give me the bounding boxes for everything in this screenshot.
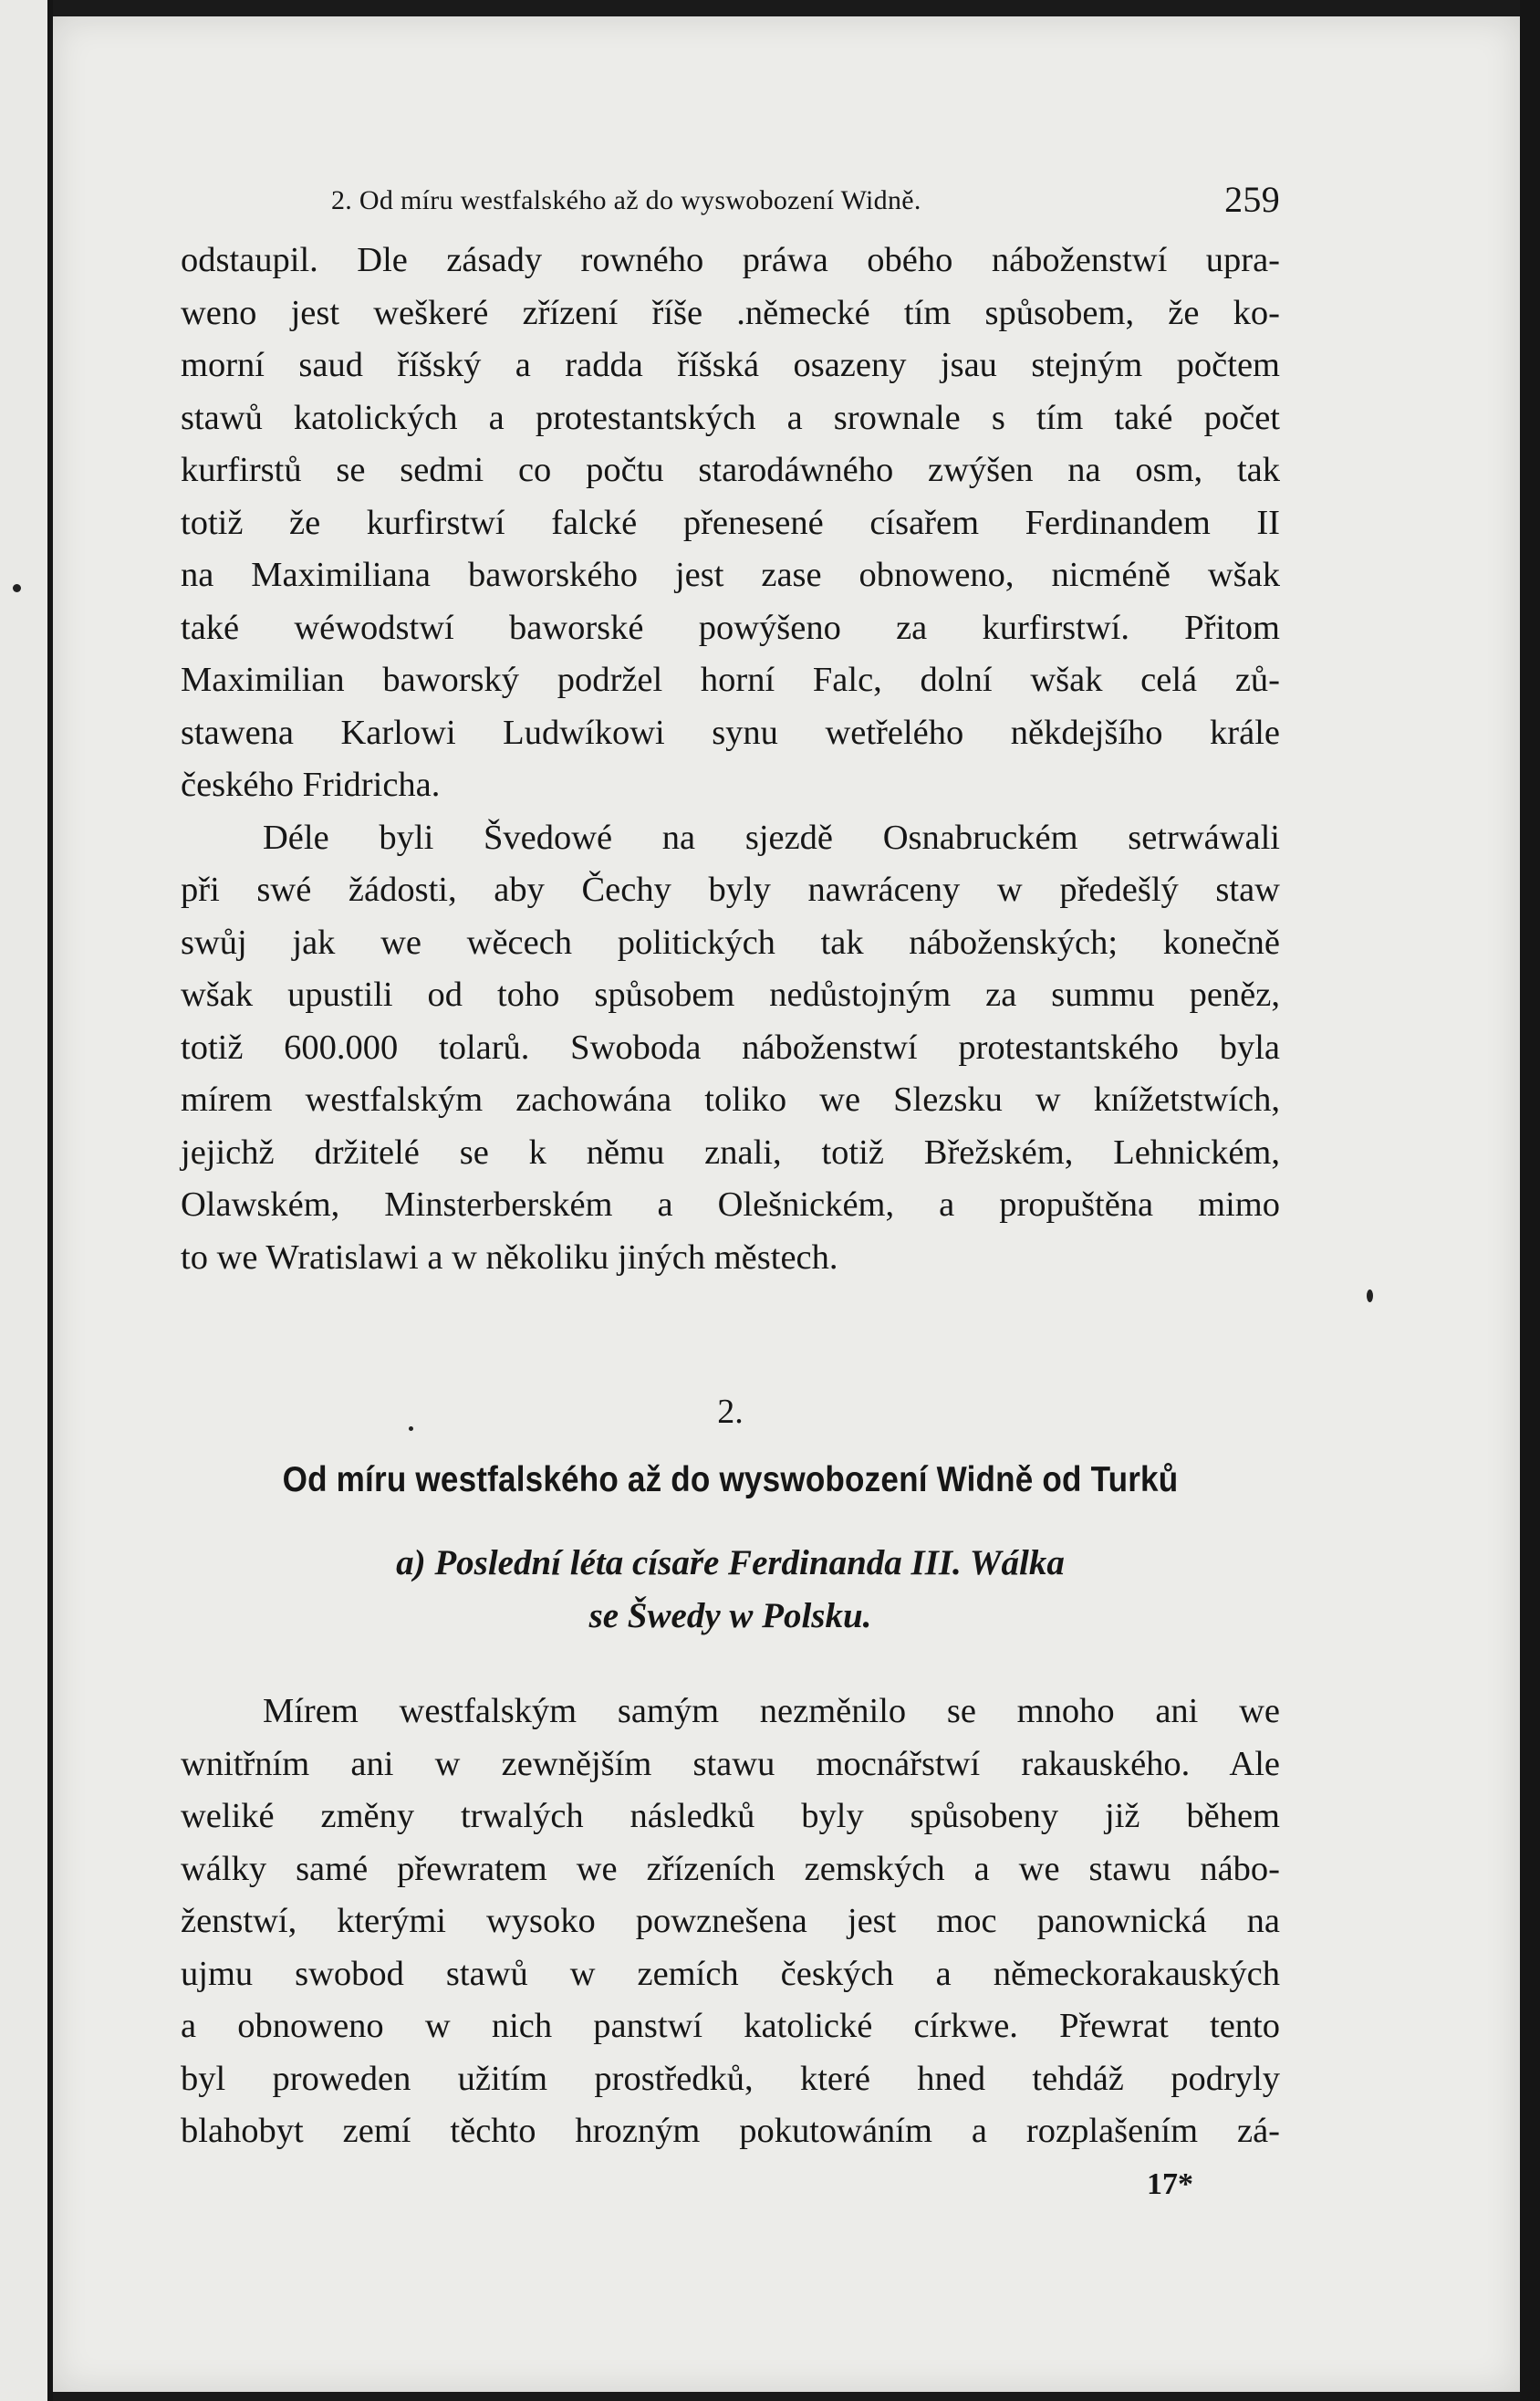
paragraph-2 bbox=[181, 812, 1280, 1285]
text-line: weno jest weškeré zřízení říše .německé tím spůsobem, že ko- bbox=[181, 293, 1280, 332]
text-line: totiž že kurfirstwí falcké přenesené císařem Ferdinandem II bbox=[181, 503, 1280, 542]
scan-border bbox=[1520, 0, 1540, 2401]
paragraph-3 bbox=[181, 1686, 1280, 2158]
running-title: 2. Od míru westfalského až do wyswobození Widně. bbox=[331, 185, 921, 215]
section-title: Od míru westfalského až do wyswobození Widně od Turků bbox=[282, 1460, 1179, 1499]
subsection-title-line: se Šwedy w Polsku. bbox=[588, 1596, 872, 1635]
text-line: kurfirstů se sedmi co počtu starodáwného zwýšen na osm, tak bbox=[181, 451, 1280, 489]
text-line: Maximilian baworský podržel horní Falc, dolní wšak celá zů- bbox=[181, 661, 1280, 699]
text-line: morní saud říšský a radda říšská osazeny jsau stejným počtem bbox=[181, 346, 1280, 384]
text-line: také wéwodstwí baworské powýšeno za kurfirstwí. Přitom bbox=[181, 608, 1280, 647]
page-content bbox=[181, 178, 1280, 2202]
text-line: Olawském, Minsterberském a Olešnickém, a propuštěna mimo bbox=[181, 1185, 1280, 1224]
text-line: totiž 600.000 tolarů. Swoboda náboženstwí protestantského byla bbox=[181, 1028, 1280, 1067]
text-line: Déle byli Švedowé na sjezdě Osnabruckém setrwáwali bbox=[263, 818, 1280, 857]
text-line: to we Wratislawi a w několiku jiných městech. bbox=[181, 1237, 838, 1277]
text-line: wšak upustili od toho spůsobem nedůstojným za summu peněz, bbox=[181, 976, 1280, 1014]
text-line: českého Fridricha. bbox=[181, 766, 441, 804]
text-line: swůj jak we wěcech politických tak náboženských; konečně bbox=[181, 923, 1280, 962]
text-line: stawů katolických a protestantských a srownale s tím také počet bbox=[181, 398, 1280, 437]
text-line: jejichž držitelé se k němu znali, totiž Břežském, Lehnickém, bbox=[181, 1133, 1280, 1172]
subsection-title bbox=[181, 1537, 1280, 1643]
section-number: 2. bbox=[717, 1393, 744, 1431]
text-line: wnitřním ani w zewnějším stawu mocnářstwí rakauského. Ale bbox=[181, 1744, 1280, 1783]
text-line: blahobyt zemí těchto hrozným pokutowáním a rozplašením zá- bbox=[181, 2112, 1280, 2150]
scan-speck bbox=[1367, 1289, 1373, 1302]
scan-speck bbox=[13, 584, 21, 592]
text-line: wálky samé přewratem we zřízeních zemských a we stawu nábo- bbox=[181, 1849, 1280, 1888]
text-line: byl proweden užitím prostředků, které hned tehdáž podryly bbox=[181, 2059, 1280, 2098]
running-header bbox=[181, 178, 1280, 233]
facing-page-edge bbox=[0, 0, 53, 2401]
text-line: weliké změny trwalých následků byly spůsobeny již během bbox=[181, 1797, 1280, 1835]
subsection-title-line: a) Poslední léta císaře Ferdinanda III. Wálka bbox=[396, 1543, 1065, 1582]
text-line: ženstwí, kterými wysoko powznešena jest moc panownická na bbox=[181, 1902, 1280, 1940]
text-line: ujmu swobod stawů w zemích českých a německorakauských bbox=[181, 1954, 1280, 1993]
text-line: při swé žádosti, aby Čechy byly nawráceny w předešlý staw bbox=[181, 871, 1280, 909]
text-line: a obnoweno w nich panstwí katolické církwe. Přewrat tento bbox=[181, 2007, 1280, 2045]
page-number: 259 bbox=[1224, 179, 1280, 220]
paragraph-1 bbox=[181, 235, 1280, 812]
text-line: na Maximiliana baworského jest zase obnoweno, nicméně wšak bbox=[181, 556, 1280, 594]
text-line: Mírem westfalským samým nezměnilo se mnoho ani we bbox=[263, 1692, 1280, 1730]
text-line: odstaupil. Dle zásady rowného práwa obého náboženstwí upra- bbox=[181, 241, 1280, 279]
text-line: mírem westfalským zachowána toliko we Slezsku w knížetstwích, bbox=[181, 1080, 1280, 1119]
signature-mark: 17* bbox=[1147, 2166, 1193, 2201]
text-line: stawena Karlowi Ludwíkowi synu wetřelého někdejšího krále bbox=[181, 713, 1280, 752]
